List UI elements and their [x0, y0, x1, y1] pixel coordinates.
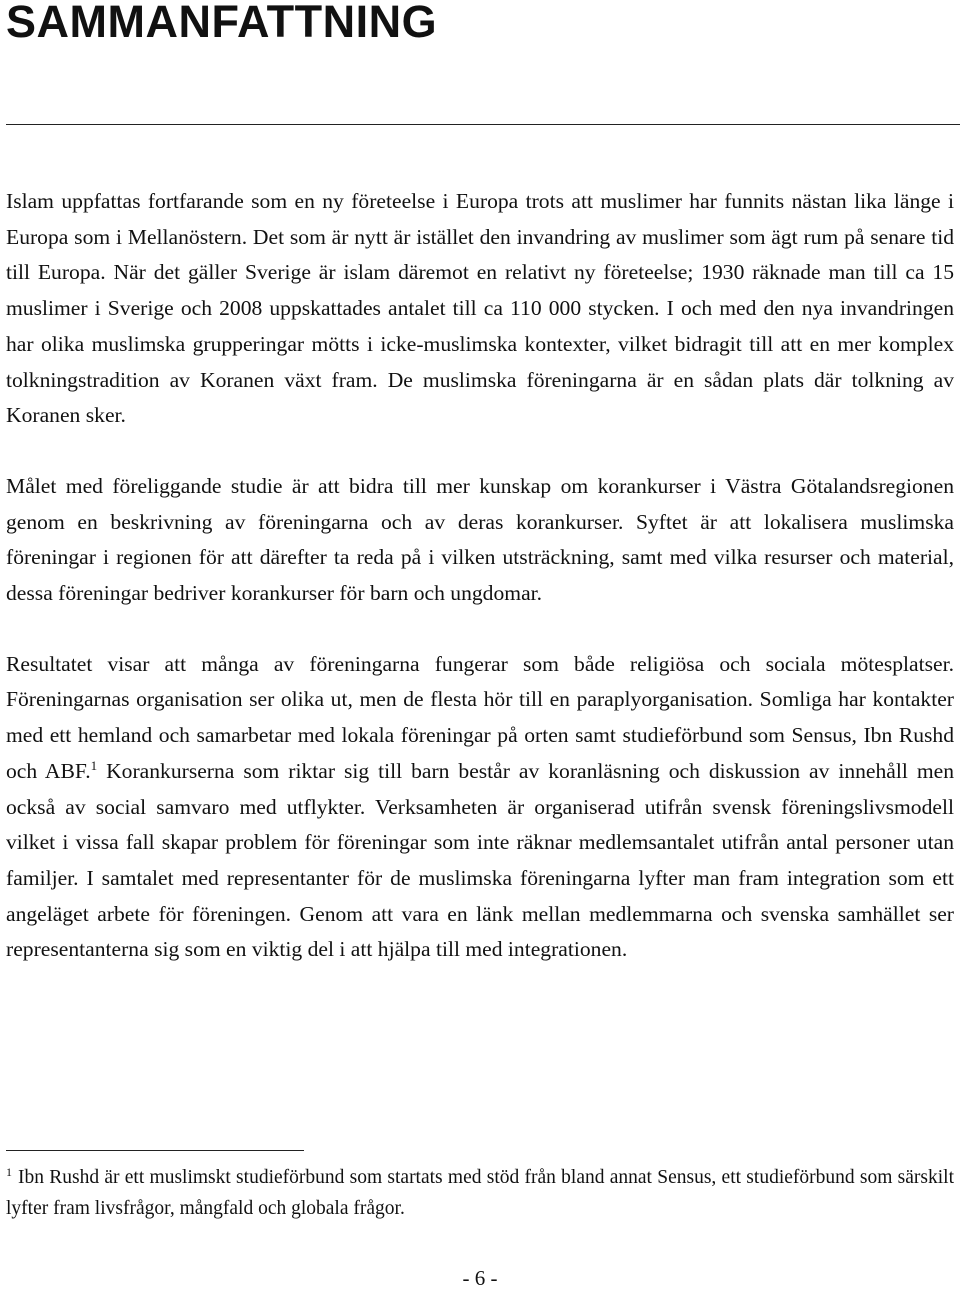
page-title: SAMMANFATTNING [6, 0, 438, 47]
paragraph-3-part-2: Korankurserna som riktar sig till barn består av koranläsning och diskussion av innehåll men också av social samvaro med utflykter. Verksamheten är organiserad utifrån svensk föreningslivsmodell vilket i vissa fall skapar problem för föreningar som inte räknar medlemsantalet utifrån antal personer utan familjer. I samtalet med representanter för de muslimska föreningarna lyfter man fram integration som ett angeläget arbete för föreningen. Genom att vara en länk mellan medlemmarna och svenska samhället ser representanterna sig som en viktig del i att hjälpa till med integrationen. [6, 758, 955, 962]
paragraph-3-part-1: Resultatet visar att många av föreningarna fungerar som både religiösa och sociala mötesplatser. Föreningarnas organisation ser olika ut, men de flesta hör till en paraplyorganisation. Somliga har kontakter med ett hemland och samarbetar med lokala föreningar på orten samt studieförbund som Sensus, Ibn Rushd och ABF. [6, 651, 954, 783]
summary-body [6, 184, 954, 968]
page-number: - 6 - [462, 1266, 498, 1290]
heading-divider [6, 124, 960, 125]
footnote-reference[interactable]: 1 [90, 757, 98, 773]
paragraph-1: Islam uppfattas fortfarande som en ny företeelse i Europa trots att muslimer har funnits nästan lika länge i Europa som i Mellanöstern. Det som är nytt är istället den invandring av muslimer som ägt rum på senare tid till Europa. När det gäller Sverige är islam däremot en relativt ny företeelse; 1930 räknade man till ca 15 muslimer i Sverige och 2008 uppskattades antalet till ca 110 000 stycken. I och med den nya invandringen har olika muslimska grupperingar mötts i icke-muslimska kontexter, vilket bidragit till att en mer komplex tolkningstradition av Koranen växt fram. De muslimska föreningarna är en sådan plats där tolkning av Koranen sker. [6, 189, 954, 428]
footnote-divider [6, 1150, 304, 1151]
paragraph-3 [6, 647, 954, 968]
footnote-marker: 1 [6, 1164, 12, 1179]
paragraph-2: Målet med föreliggande studie är att bidra till mer kunskap om korankurser i Västra Götalandsregionen genom en beskrivning av föreningarna och av deras korankurser. Syftet är att lokalisera muslimska föreningar i regionen för att därefter ta reda på i vilken utsträckning, samt med vilka resurser och material, dessa föreningar bedriver korankurser för barn och ungdomar. [6, 473, 954, 606]
footnote [6, 1162, 954, 1224]
footnote-text: Ibn Rushd är ett muslimskt studieförbund som startats med stöd från bland annat Sensus, ett studieförbund som särskilt lyfter fram livsfrågor, mångfald och globala frågor. [6, 1167, 954, 1219]
